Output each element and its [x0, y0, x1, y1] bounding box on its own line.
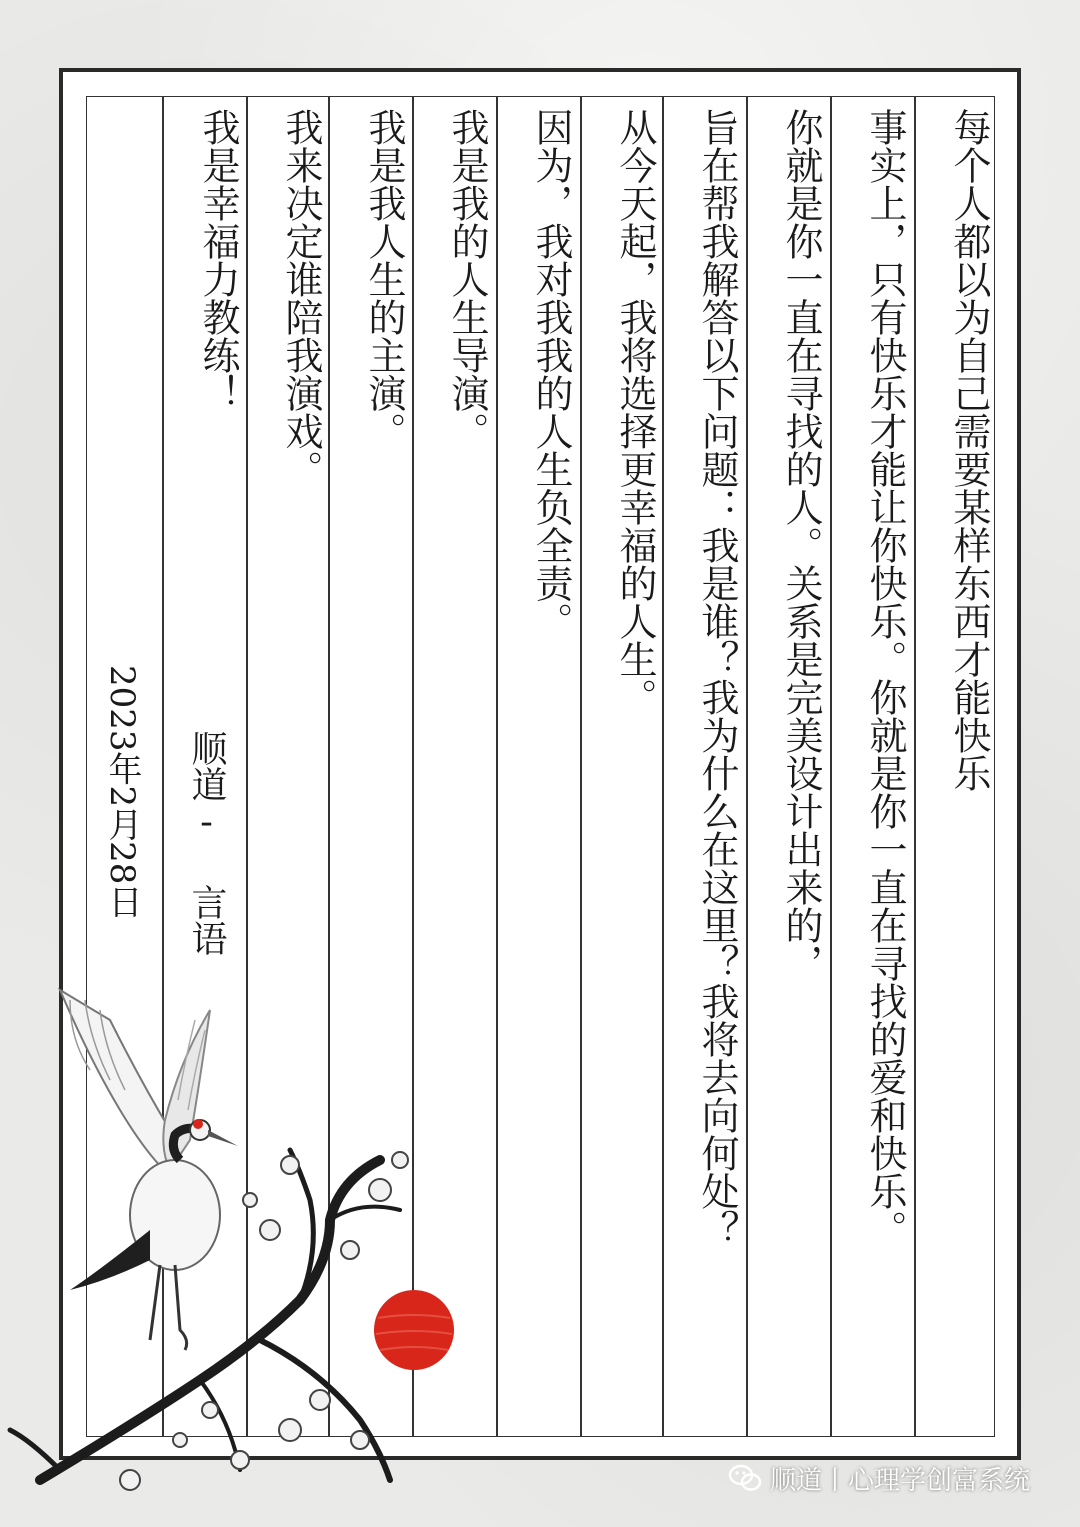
- column-rule: [328, 96, 330, 1437]
- column-rule: [830, 96, 832, 1437]
- watermark: [728, 1458, 1030, 1498]
- letter-line-2: 事实上，只有快乐才能让你快乐。你就是你一直在寻找的爱和快乐。: [863, 108, 907, 1248]
- letter-line-8: 我是我人生的主演。: [362, 108, 406, 450]
- column-rule: [412, 96, 414, 1437]
- letter-date: 2023年2月28日: [102, 665, 142, 919]
- letter-line-7: 我是我的人生导演。: [445, 108, 489, 450]
- letter-line-1: 每个人都以为自己需要某样东西才能快乐: [947, 108, 991, 792]
- letter-line-9: 我来决定谁陪我演戏。: [279, 108, 323, 488]
- column-rule: [496, 96, 498, 1437]
- watermark-text: 顺道丨心理学创富系统: [770, 1465, 1031, 1496]
- column-rule: [746, 96, 748, 1437]
- letter-line-3: 你就是你一直在寻找的人。关系是完美设计出来的，: [779, 108, 823, 982]
- letter-line-5: 从今天起，我将选择更幸福的人生。: [613, 108, 657, 716]
- letter-line-6: 因为，我对我我的人生负全责。: [529, 108, 573, 640]
- column-rule: [246, 96, 248, 1437]
- column-rule: [162, 96, 164, 1437]
- column-rule: [662, 96, 664, 1437]
- letter-line-4: 旨在帮我解答以下问题：我是谁？我为什么在这里？我将去向何处？: [695, 108, 739, 1248]
- signature: 顺道- 言语: [186, 730, 227, 956]
- column-rule: [580, 96, 582, 1437]
- wechat-icon: [728, 1463, 762, 1493]
- letter-line-10: 我是幸福力教练！: [196, 108, 240, 412]
- column-rule: [914, 96, 916, 1437]
